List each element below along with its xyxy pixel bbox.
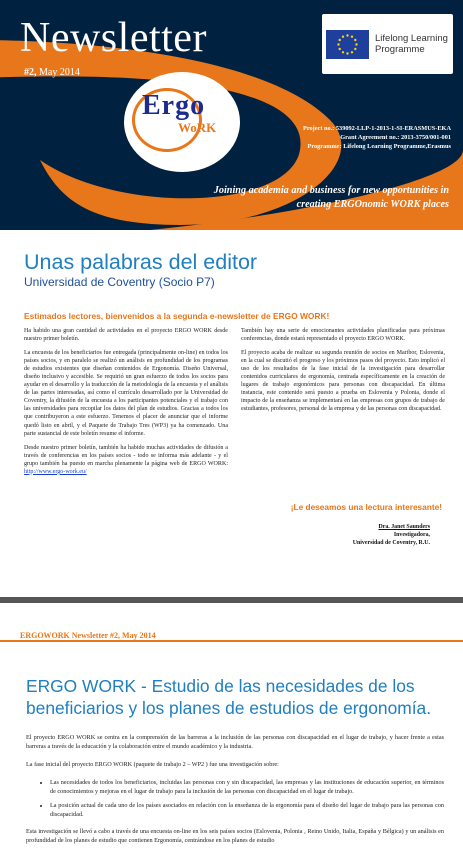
paragraph: Ha habido una gran cantidad de actividades en el proyecto ERGO WORK desde nuestro primer boletín. <box>24 328 228 343</box>
newsletter-title: Newsletter <box>20 15 207 61</box>
eu-flag-icon <box>326 30 369 59</box>
editor-left-column <box>24 327 228 482</box>
signature-block <box>300 523 430 547</box>
paragraph-text: Desde nuestro primer boletín, también ha habido muchas actividades de difusión a través de conferencias en los países socios - todo se informa más adelante - y el grupo también ha puesto en marcha plenamente la página web de ERGO WORK: <box>24 444 228 467</box>
signature-role: Investigadora, <box>393 532 430 538</box>
issue-number: #2, <box>24 67 37 78</box>
closing-line: ¡Le deseamos una lectura interesante! <box>290 502 442 512</box>
newsletter-header <box>0 0 463 230</box>
paragraph: La fase inicial del proyecto ERGO WORK (paquete de trabajo 2 – WP2 ) fue una investigación sobre: <box>26 761 279 768</box>
editor-title: Unas palabras del editor <box>24 250 258 274</box>
paragraph: Esta investigación se llevó a cabo a través de una encuesta on-line en los seis países socios (Eslovenia, Polonia , Reino Unido, Italia, España y Bélgica) y un análisis en profundidad de los planes de estudio que contienen Ergonomía, centrándose en los planes de estudio <box>26 828 444 844</box>
llp-label: Lifelong Learning Programme <box>375 33 448 55</box>
bullet-list <box>26 778 444 819</box>
editor-subtitle: Universidad de Coventry (Socio P7) <box>24 275 215 289</box>
editor-right-column <box>241 327 445 419</box>
issue-label <box>24 67 80 78</box>
paragraph: El proyecto acaba de realizar su segunda reunión de socios en Maribor, Eslovenia, en la cual se discutió el progreso y los próximos pasos del proyecto. Esto implicó el uso de los resultados de la fase inicial de la investigación para desarrollar contenidos curriculares de ergonomía, centrada específicamente en la creación de lugares de trabajo ergonómicos para personas con discapacidad. En última instancia, este contenido será puesto a prueba en Eslovenia y Polonia, donde el impacto de la enseñanza se implementará en las empresas con grupos de trabajo de estudiantes, profesores, personal de la empresa y de las personas con discapacidad. <box>241 350 445 413</box>
grant-number: Grant Agreement no.: 2013-3750/001-001 <box>340 134 451 141</box>
greeting-line: Estimados lectores, bienvenidos a la segunda e-newsletter de ERGO WORK! <box>24 311 330 321</box>
list-item: • Las necesidades de todos los beneficiarios, incluidas las personas con y sin discapacidad, las empresas y las instituciones de educación superior, en términos de conocimientos y mejoras en el lugar de trabajo para la inclusión de las personas con discapacidad en el lugar de trabajo. <box>50 778 444 796</box>
signature-org: Universidad de Coventry, R.U. <box>352 540 430 546</box>
running-head: ERGOWORK Newsletter #2, May 2014 <box>20 631 156 640</box>
project-info <box>231 124 451 151</box>
paragraph: La encuesta de los beneficiarios fue entregada (principalmente on-line) en todos los países socios, y en paralelo se realizó un análisis en profundidad de los programas de estudios existentes que diseñan contenidos de Ergonomía. Diseño Universal, diseño inclusivo y accesible. Se requirió un gran esfuerzo de todos los socios para ayudar en el desarrollo y la traducción de la metodología de la encuesta y el análisis de las partes interesadas, así como el currículo desarrollado por la Universidad de Coventry, la difusión de la encuesta a los participantes potenciales y el trabajo con las universidades para recopilar los datos del plan de estudios. Gracias a todos los que contribuyeron a este esfuerzo. Tenemos el placer de anunciar que el informe quedó listo en abril, y el Paquete de Trabajo Tres (WP3) ya ha comenzado. Una parte sustancial de este boletín resume el informe. <box>24 350 228 437</box>
signature-name: Dra. Janet Saunders <box>378 524 430 530</box>
section-body <box>26 733 444 854</box>
section-title: ERGO WORK - Estudio de las necesidades de los beneficiarios y los planes de estudios de ergonomía. <box>26 676 432 718</box>
issue-date: May 2014 <box>39 67 80 78</box>
logo-work-text: WoRK <box>178 120 217 135</box>
paragraph <box>24 444 228 476</box>
paragraph: También hay una serie de emocionantes actividades planificadas para próximas conferencias, donde estará representado el proyecto ERGO WORK. <box>241 328 445 343</box>
list-item: • La posición actual de cada uno de los países asociados en relación con la enseñanza de la ergonomía para el diseño del lugar de trabajo para las personas con discapacidad. <box>50 801 444 819</box>
page-gap <box>0 603 463 622</box>
lifelong-learning-logo <box>322 14 453 74</box>
project-number: Project no.: 539092-LLP-1-2013-1-SI-ERASMUS-EKA <box>302 125 451 132</box>
logo-ergo-text: Ergo <box>142 90 206 121</box>
ergo-work-logo <box>130 84 226 156</box>
paragraph: El proyecto ERGO WORK se centra en la comprensión de las barreras a la inclusión de las personas con discapacidad en el lugar de trabajo, y hacer frente a estas barreras a través de la educación y la colaboración entre el mundo académico y la industria. <box>26 734 444 750</box>
website-link[interactable]: http://www.ergo-work.eu/ <box>24 468 87 475</box>
tagline: Joining academia and business for new opportunities in creating ERGOnomic WORK places <box>213 185 449 210</box>
programme-name: Programme: Lifelong Learning Programme,Erasmus <box>307 143 451 150</box>
orange-rule <box>0 640 463 642</box>
